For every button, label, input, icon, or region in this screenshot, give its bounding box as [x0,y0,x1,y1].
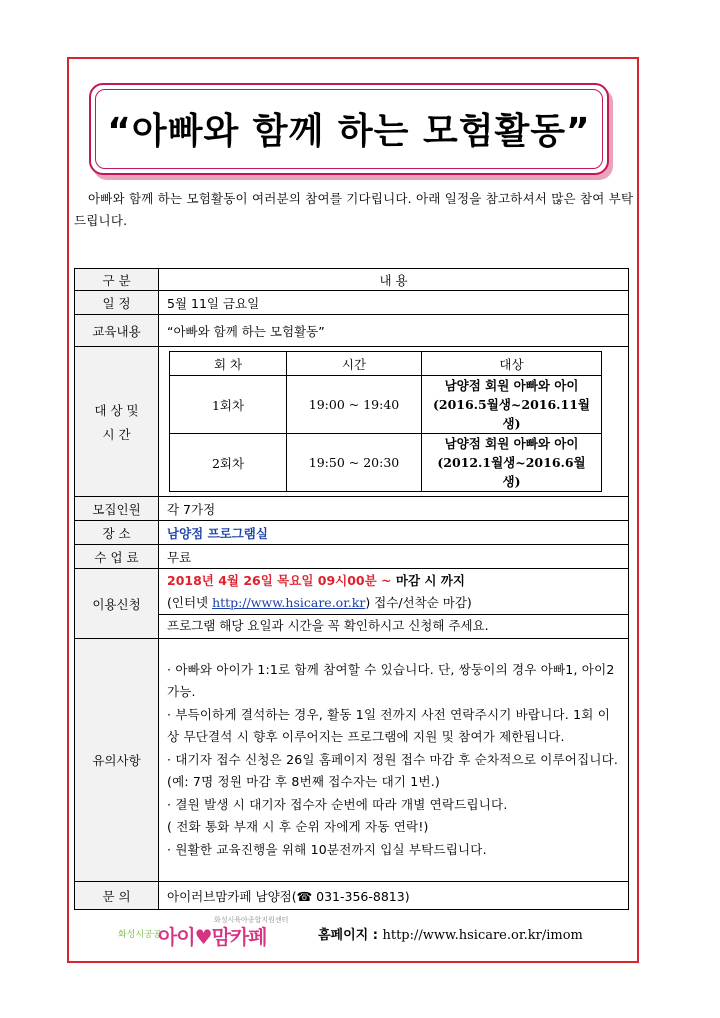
apply-link[interactable]: http://www.hsicare.or.kr [212,595,366,610]
cafe-logo [118,917,308,951]
intro-text: 아빠와 함께 하는 모험활동이 여러분의 참여를 기다립니다. 아래 일정을 참고하셔서 많은 참여 부탁드립니다. [74,191,634,228]
schedule-target-line1: 남양점 회원 아빠와 아이 [444,378,579,393]
schedule-head-target: 대상 [422,352,602,376]
schedule-time: 19:50 ~ 20:30 [287,434,422,492]
fee-value: 무료 [159,545,629,569]
edu-label: 교육내용 [75,315,159,347]
schedule-target-line1: 남양점 회원 아빠와 아이 [444,436,579,451]
target-label-line2: 시 간 [102,426,131,442]
note-item: · 부득이하게 결석하는 경우, 활동 1일 전까지 사전 연락주시기 바랍니다. 1회 이상 무단결석 시 향후 이루어지는 프로그램에 지원 및 참여가 제한됩니다. [167,706,610,745]
table-header-row [75,269,629,291]
homepage-label: 홈페이지 : [318,928,383,943]
title-box [89,83,609,175]
table-row-date [75,291,629,315]
schedule-session: 2회차 [170,434,287,492]
schedule-row [170,434,602,492]
note-item: · 대기자 접수 신청은 26일 홈페이지 정원 접수 마감 후 순차적으로 이루어집니다. (예: 7명 정원 마감 후 8번째 접수자는 대기 1번.) [167,751,619,790]
header-content: 내 용 [159,269,629,291]
place-label: 장 소 [75,521,159,545]
contact-value: 아이러브맘카페 남양점(☎ 031-356-8813) [159,882,629,910]
note-item: · 결원 발생 시 대기자 접수자 순번에 따라 개별 연락드립니다. [167,796,508,812]
table-row-recruit [75,497,629,521]
schedule-time: 19:00 ~ 19:40 [287,376,422,434]
apply-deadline-rest: 마감 시 까지 [391,573,465,588]
schedule-table [169,351,602,492]
apply-label: 이용신청 [75,569,159,639]
apply-line2-suffix: ) 접수/선착순 마감) [365,595,472,610]
table-row-target [75,347,629,497]
apply-line2-prefix: (인터넷 [167,595,213,610]
apply-deadline: 2018년 4월 26일 목요일 09시00분 ~ [167,573,392,588]
note-item: · 아빠와 아이가 1:1로 함께 참여할 수 있습니다. 단, 쌍둥이의 경우 아빠1, 아이2 가능. [167,661,615,700]
date-label: 일 정 [75,291,159,315]
schedule-head-time: 시간 [287,352,422,376]
place-value: 남양점 프로그램실 [159,521,629,545]
table-row-apply [75,569,629,639]
table-row-place [75,521,629,545]
table-row-fee [75,545,629,569]
schedule-target-line2: (2016.5월생~2016.11월생) [433,397,590,431]
logo-tag-text: 화성시육아종합지원센터 [214,916,289,924]
date-value: 5월 11일 금요일 [159,291,629,315]
table-row-edu [75,315,629,347]
schedule-head-session: 회 차 [170,352,287,376]
schedule-target-line2: (2012.1월생~2016.6월생) [437,455,586,489]
table-row-contact [75,882,629,910]
schedule-session: 1회차 [170,376,287,434]
note-item: · 원활한 교육진행을 위해 10분전까지 입실 부탁드립니다. [167,841,487,857]
header-label: 구 분 [75,269,159,291]
edu-value: “아빠와 함께 하는 모험활동” [159,315,629,347]
schedule-row [170,376,602,434]
target-label-line1: 대 상 및 [94,402,139,418]
logo-small-text: 화성시공공 [118,930,162,940]
page-title: “아빠와 함께 하는 모험활동” [107,111,591,152]
note-item: ( 전화 통화 부재 시 후 순위 자에게 자동 연락!) [167,819,429,835]
recruit-value: 각 7가정 [159,497,629,521]
table-row-notes [75,639,629,882]
apply-line3: 프로그램 해당 요일과 시간을 꼭 확인하시고 신청해 주세요. [159,614,628,637]
logo-main-text: 아이♥맘카페 [158,925,267,949]
fee-label: 수 업 료 [75,545,159,569]
info-table [74,268,629,910]
footer-homepage [318,924,583,943]
schedule-header-row [170,352,602,376]
contact-label: 문 의 [75,882,159,910]
recruit-label: 모집인원 [75,497,159,521]
notes-label: 유의사항 [75,639,159,882]
target-label [75,347,159,497]
homepage-link[interactable]: http://www.hsicare.or.kr/imom [382,928,583,943]
